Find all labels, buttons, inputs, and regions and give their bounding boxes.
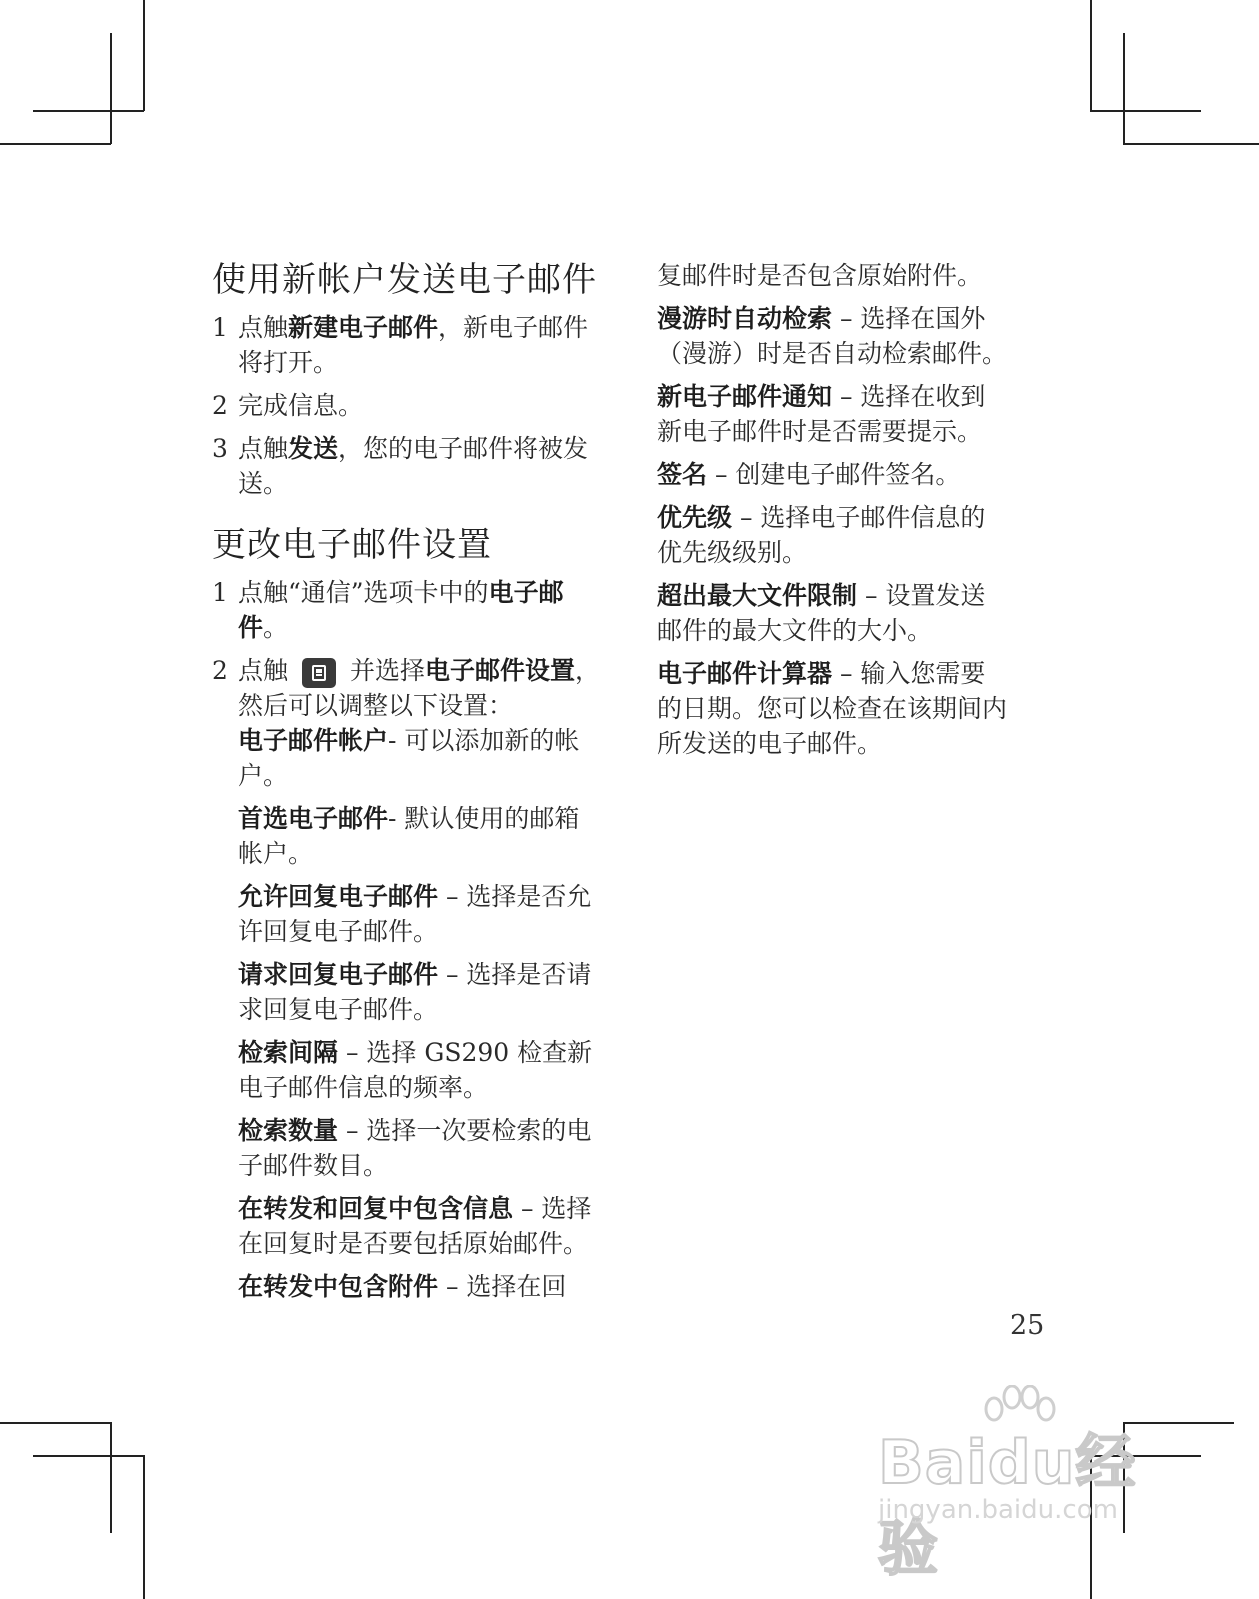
option-signature xyxy=(657,457,1007,492)
option-term: 检索数量 xyxy=(238,1116,339,1145)
option-term: 检索间隔 xyxy=(238,1038,339,1067)
step-text: 完成信息。 xyxy=(238,391,364,420)
option-desc: - 可以添加新的帐户。 xyxy=(238,726,580,790)
option-desc: - 默认使用的邮箱帐户。 xyxy=(238,804,580,868)
section-heading-send: 使用新帐户发送电子邮件 xyxy=(212,260,597,300)
option-term: 电子邮件计算器 xyxy=(657,659,833,688)
crop-mark xyxy=(1123,33,1125,144)
option-term: 在转发中包含附件 xyxy=(238,1272,439,1301)
crop-mark xyxy=(110,33,112,144)
option-term: 首选电子邮件 xyxy=(238,804,389,833)
menu-icon xyxy=(302,658,336,688)
ui-term: 电子邮件 xyxy=(238,578,564,642)
step-number: 3 xyxy=(212,434,228,463)
crop-mark xyxy=(110,1422,112,1533)
section-heading-settings: 更改电子邮件设置 xyxy=(212,525,492,565)
crop-mark xyxy=(33,1455,144,1457)
option-term: 在转发和回复中包含信息 xyxy=(238,1194,514,1223)
option-desc: – 选择在回 xyxy=(438,1272,567,1301)
ui-term: 发送 xyxy=(288,434,339,463)
settings-step-1 xyxy=(212,575,602,645)
send-step-3 xyxy=(212,431,602,501)
option-term: 电子邮件帐户 xyxy=(238,726,389,755)
page-number: 25 xyxy=(1010,1310,1045,1341)
option-term: 超出最大文件限制 xyxy=(657,581,858,610)
crop-mark xyxy=(1090,0,1092,111)
option-desc: – 选择是否允许回复电子邮件。 xyxy=(238,882,592,946)
option-retrieve-interval xyxy=(238,1035,602,1105)
crop-mark xyxy=(143,0,145,111)
step-text: 点触 xyxy=(238,434,289,463)
option-email-account xyxy=(238,723,602,793)
step-text: 点触 xyxy=(238,313,289,342)
option-desc: – 选择 GS290 检查新电子邮件信息的频率。 xyxy=(238,1038,593,1102)
baidu-watermark xyxy=(870,1385,1170,1584)
right-column xyxy=(657,258,1007,769)
option-desc: – 选择电子邮件信息的优先级级别。 xyxy=(657,503,986,567)
send-step-1 xyxy=(212,310,602,380)
option-priority xyxy=(657,500,1007,570)
ui-term: 新建电子邮件 xyxy=(288,313,439,342)
ui-term: 电子邮件设置 xyxy=(425,656,576,685)
step-text: ，新电子邮件将打开。 xyxy=(238,313,589,377)
step-text: 点触 xyxy=(238,656,289,685)
crop-mark xyxy=(143,1455,145,1599)
crop-mark xyxy=(33,110,144,112)
option-desc: – 创建电子邮件签名。 xyxy=(707,460,961,489)
option-term: 优先级 xyxy=(657,503,733,532)
crop-mark xyxy=(1090,110,1201,112)
crop-mark xyxy=(1123,143,1259,145)
continuation-text: 复邮件时是否包含原始附件。 xyxy=(657,261,983,290)
option-desc: – 选择在收到新电子邮件时是否需要提示。 xyxy=(657,382,986,446)
option-include-attachment xyxy=(238,1269,602,1304)
option-term: 漫游时自动检索 xyxy=(657,304,833,333)
option-retrieve-count xyxy=(238,1113,602,1183)
option-term: 请求回复电子邮件 xyxy=(238,960,439,989)
option-term: 签名 xyxy=(657,460,708,489)
step-text: ，您的电子邮件将被发送。 xyxy=(238,434,589,498)
crop-mark xyxy=(0,143,111,145)
left-column xyxy=(212,258,602,1312)
option-preferred-email xyxy=(238,801,602,871)
crop-mark xyxy=(0,1422,111,1424)
step-number: 1 xyxy=(212,578,228,607)
step-text: 点触“通信”选项卡中的 xyxy=(238,578,489,607)
option-desc: – 选择在国外（漫游）时是否自动检索邮件。 xyxy=(657,304,1008,368)
option-roaming-retrieve xyxy=(657,301,1007,371)
send-step-2 xyxy=(212,388,602,423)
watermark-brand: Baidu经验 xyxy=(878,1428,1137,1584)
option-desc: – 选择一次要检索的电子邮件数目。 xyxy=(238,1116,592,1180)
option-email-counter xyxy=(657,656,1007,761)
watermark-url: jingyan.baidu.com xyxy=(878,1495,1118,1525)
option-desc: – 输入您需要的日期。您可以检查在该期间内所发送的电子邮件。 xyxy=(657,659,1008,758)
step-text: 并选择 xyxy=(350,656,426,685)
option-term: 新电子邮件通知 xyxy=(657,382,833,411)
step-number: 2 xyxy=(212,656,228,685)
option-desc: – 设置发送邮件的最大文件的大小。 xyxy=(657,581,986,645)
option-term: 允许回复电子邮件 xyxy=(238,882,439,911)
settings-step-2 xyxy=(212,653,602,723)
step-number: 2 xyxy=(212,391,228,420)
option-desc: – 选择在回复时是否要包括原始邮件。 xyxy=(238,1194,592,1258)
option-new-email-notify xyxy=(657,379,1007,449)
step-text: ，然后可以调整以下设置： xyxy=(238,656,601,720)
option-allow-reply xyxy=(238,879,602,949)
option-desc: – 选择是否请求回复电子邮件。 xyxy=(238,960,592,1024)
option-include-message xyxy=(238,1191,602,1261)
step-text: 。 xyxy=(263,613,289,642)
option-request-reply xyxy=(238,957,602,1027)
option-max-file-size xyxy=(657,578,1007,648)
step-number: 1 xyxy=(212,313,228,342)
